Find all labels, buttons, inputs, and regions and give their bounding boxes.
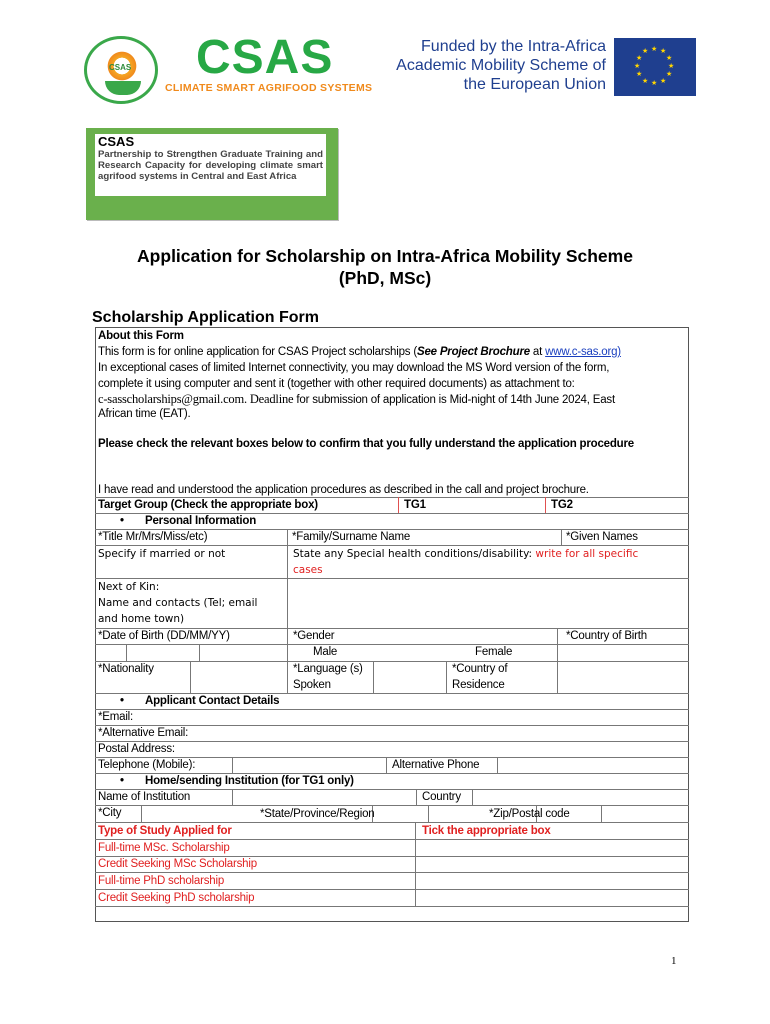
telephone-input[interactable] bbox=[233, 758, 385, 772]
about-line-5: African time (EAT). bbox=[98, 408, 191, 420]
leaf-icon bbox=[105, 81, 141, 95]
nationality-label: *Nationality bbox=[98, 663, 154, 675]
dob-label: *Date of Birth (DD/MM/YY) bbox=[98, 630, 230, 642]
study-option-credit-phd-checkbox[interactable] bbox=[416, 890, 688, 905]
next-of-kin-label: and home town) bbox=[98, 613, 185, 625]
divider bbox=[386, 757, 387, 773]
divider bbox=[95, 906, 689, 907]
brand-tagline: CLIMATE SMART AGRIFOOD SYSTEMS bbox=[165, 82, 373, 94]
page-title-line-1: Application for Scholarship on Intra-Africa Mobility Scheme bbox=[137, 246, 633, 266]
state-input[interactable] bbox=[429, 806, 485, 821]
target-group-tg2-checkbox[interactable]: TG2 bbox=[551, 499, 573, 511]
health-note: write for all specific bbox=[535, 548, 639, 560]
funded-line-3: the European Union bbox=[463, 76, 606, 93]
next-of-kin-input[interactable] bbox=[288, 579, 688, 627]
target-group-label: Target Group (Check the appropriate box) bbox=[98, 499, 318, 511]
residence-label: *Country of bbox=[452, 663, 508, 675]
divider bbox=[95, 741, 689, 742]
health-label: State any Special health conditions/disability: bbox=[293, 548, 536, 560]
next-of-kin-label: Name and contacts (Tel; email bbox=[98, 597, 258, 609]
language-label: *Language (s) bbox=[293, 663, 363, 675]
alt-phone-label: Alternative Phone bbox=[392, 759, 480, 771]
dob-year-input[interactable] bbox=[200, 645, 286, 660]
email-field[interactable]: *Email: bbox=[98, 711, 134, 723]
page-title-line-2: (PhD, MSc) bbox=[338, 268, 432, 288]
city-label: *City bbox=[98, 807, 122, 819]
gender-female-checkbox[interactable]: Female bbox=[475, 646, 513, 658]
divider bbox=[398, 497, 399, 513]
about-text: at bbox=[529, 346, 546, 358]
divider bbox=[287, 628, 288, 693]
institution-name-input[interactable] bbox=[233, 790, 415, 804]
residence-input[interactable] bbox=[558, 662, 688, 692]
project-box-text: Partnership to Strengthen Graduate Training and Research Capacity for developing climate smart agrifood systems in Central and East Africa bbox=[98, 149, 323, 182]
study-type-heading: Type of Study Applied for bbox=[98, 825, 232, 837]
funded-line-2: Academic Mobility Scheme of bbox=[396, 57, 606, 74]
form-title: Scholarship Application Form bbox=[92, 309, 319, 326]
brand-name: CSAS bbox=[196, 31, 334, 84]
page-title bbox=[0, 245, 770, 289]
about-line-1 bbox=[98, 344, 621, 360]
about-text: for submission of application is Mid-night of 14th June 2024, East bbox=[293, 394, 615, 406]
about-heading: About this Form bbox=[98, 330, 184, 342]
project-box-content bbox=[95, 134, 326, 196]
about-line-2: In exceptional cases of limited Internet connectivity, you may download the MS Word version of the form, bbox=[98, 362, 610, 374]
zip-label: *Zip/Postal code bbox=[489, 808, 570, 820]
language-input[interactable] bbox=[374, 662, 445, 692]
tick-box-heading: Tick the appropriate box bbox=[422, 825, 551, 837]
study-option-label: Credit Seeking MSc Scholarship bbox=[98, 858, 257, 870]
about-text: This form is for online application for CSAS Project scholarships ( bbox=[98, 346, 417, 358]
about-line-3: complete it using computer and sent it (together with other required documents) as attachment to: bbox=[98, 378, 575, 390]
nationality-input[interactable] bbox=[191, 662, 286, 692]
study-option-label: Full-time PhD scholarship bbox=[98, 875, 225, 887]
funded-line-1: Funded by the Intra-Africa bbox=[421, 38, 606, 55]
study-option-fulltime-phd-checkbox[interactable] bbox=[416, 873, 688, 888]
divider bbox=[95, 709, 689, 710]
bullet-icon: • bbox=[120, 515, 124, 527]
project-box-title: CSAS bbox=[98, 134, 135, 149]
zip-input[interactable] bbox=[602, 806, 688, 821]
institution-country-label: Country bbox=[422, 791, 461, 803]
state-label: *State/Province/Region bbox=[260, 808, 375, 820]
page-number: 1 bbox=[671, 955, 677, 967]
website-link[interactable]: www.c-sas.org) bbox=[545, 346, 621, 358]
bullet-icon: • bbox=[120, 695, 124, 707]
target-group-tg1-checkbox[interactable]: TG1 bbox=[404, 499, 426, 511]
section-institution: Home/sending Institution (for TG1 only) bbox=[145, 775, 354, 787]
section-contact-details: Applicant Contact Details bbox=[145, 695, 280, 707]
institution-country-input[interactable] bbox=[473, 790, 688, 804]
study-option-fulltime-msc-checkbox[interactable] bbox=[416, 840, 688, 855]
section-personal-information: Personal Information bbox=[145, 515, 257, 527]
family-name-field[interactable]: *Family/Surname Name bbox=[292, 531, 411, 543]
health-conditions-field[interactable] bbox=[293, 546, 638, 562]
eu-flag-icon: ★ ★ ★ ★ ★ ★ ★ ★ ★ ★ ★ ★ bbox=[614, 38, 696, 96]
alt-phone-input[interactable] bbox=[498, 758, 688, 772]
dob-month-input[interactable] bbox=[127, 645, 198, 660]
title-field[interactable]: *Title Mr/Mrs/Miss/etc) bbox=[98, 531, 208, 543]
confirm-statement-checkbox[interactable]: I have read and understood the application procedures as described in the call and project brochure. bbox=[98, 484, 589, 496]
given-names-field[interactable]: *Given Names bbox=[566, 531, 638, 543]
institution-name-label: Name of Institution bbox=[98, 791, 191, 803]
postal-address-field[interactable]: Postal Address: bbox=[98, 743, 175, 755]
country-of-birth-field[interactable]: *Country of Birth bbox=[566, 630, 647, 642]
bullet-icon: • bbox=[120, 775, 124, 787]
divider bbox=[416, 789, 417, 805]
dob-day-input[interactable] bbox=[96, 645, 125, 660]
telephone-label: Telephone (Mobile): bbox=[98, 759, 196, 771]
health-note-cont: cases bbox=[293, 564, 323, 576]
csas-logo bbox=[84, 36, 158, 104]
confirm-heading: Please check the relevant boxes below to confirm that you fully understand the application procedure bbox=[98, 438, 634, 450]
study-option-label: Full-time MSc. Scholarship bbox=[98, 842, 230, 854]
divider bbox=[446, 661, 447, 693]
email-address[interactable]: c-sasscholarships@gmail.com. Deadline bbox=[98, 392, 294, 406]
marital-status-field[interactable]: Specify if married or not bbox=[98, 548, 226, 560]
divider bbox=[545, 497, 546, 513]
gender-label: *Gender bbox=[293, 630, 335, 642]
divider bbox=[561, 529, 562, 545]
funded-by-text bbox=[388, 37, 606, 94]
brochure-ref: See Project Brochure bbox=[416, 346, 530, 358]
city-input[interactable] bbox=[142, 806, 255, 821]
residence-label: Residence bbox=[452, 679, 505, 691]
logo-circle-text: CSAS bbox=[109, 63, 132, 72]
next-of-kin-label: Next of Kin: bbox=[98, 581, 160, 593]
language-label: Spoken bbox=[293, 679, 331, 691]
study-option-credit-msc-checkbox[interactable] bbox=[416, 857, 688, 871]
gender-male-checkbox[interactable]: Male bbox=[313, 646, 338, 658]
study-option-label: Credit Seeking PhD scholarship bbox=[98, 892, 255, 904]
alt-email-field[interactable]: *Alternative Email: bbox=[98, 727, 189, 739]
